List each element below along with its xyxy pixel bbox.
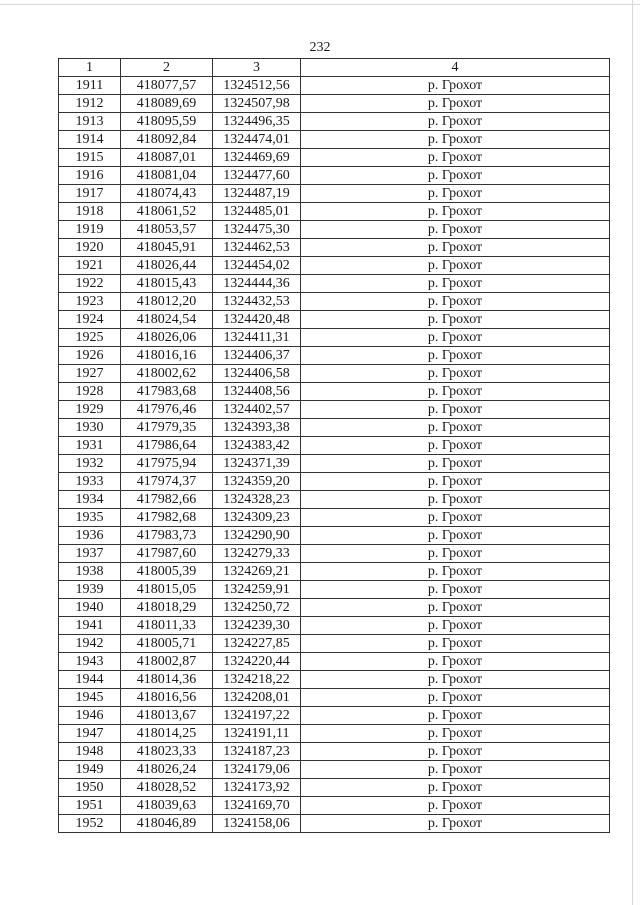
x-coordinate-cell: 418005,39 (121, 563, 213, 581)
x-coordinate-cell: 418026,06 (121, 329, 213, 347)
point-number-cell: 1930 (59, 419, 121, 437)
x-coordinate-cell: 417982,66 (121, 491, 213, 509)
y-coordinate-cell: 1324227,85 (213, 635, 301, 653)
table-row (59, 419, 610, 437)
coordinates-table (58, 58, 610, 833)
y-coordinate-cell: 1324173,92 (213, 779, 301, 797)
x-coordinate-cell: 418002,62 (121, 365, 213, 383)
y-coordinate-cell: 1324208,01 (213, 689, 301, 707)
y-coordinate-cell: 1324309,23 (213, 509, 301, 527)
feature-name-cell: р. Грохот (301, 167, 610, 185)
point-number-cell: 1949 (59, 761, 121, 779)
table-row (59, 491, 610, 509)
feature-name-cell: р. Грохот (301, 221, 610, 239)
table-row (59, 815, 610, 833)
point-number-cell: 1922 (59, 275, 121, 293)
x-coordinate-cell: 417975,94 (121, 455, 213, 473)
point-number-cell: 1933 (59, 473, 121, 491)
feature-name-cell: р. Грохот (301, 77, 610, 95)
feature-name-cell: р. Грохот (301, 545, 610, 563)
x-coordinate-cell: 417976,46 (121, 401, 213, 419)
table-row (59, 185, 610, 203)
y-coordinate-cell: 1324485,01 (213, 203, 301, 221)
y-coordinate-cell: 1324220,44 (213, 653, 301, 671)
feature-name-cell: р. Грохот (301, 815, 610, 833)
x-coordinate-cell: 418024,54 (121, 311, 213, 329)
point-number-cell: 1916 (59, 167, 121, 185)
table-row (59, 635, 610, 653)
x-coordinate-cell: 418016,56 (121, 689, 213, 707)
x-coordinate-cell: 418014,25 (121, 725, 213, 743)
point-number-cell: 1943 (59, 653, 121, 671)
x-coordinate-cell: 418095,59 (121, 113, 213, 131)
point-number-cell: 1919 (59, 221, 121, 239)
feature-name-cell: р. Грохот (301, 95, 610, 113)
y-coordinate-cell: 1324259,91 (213, 581, 301, 599)
y-coordinate-cell: 1324507,98 (213, 95, 301, 113)
feature-name-cell: р. Грохот (301, 113, 610, 131)
page-number: 232 (309, 40, 331, 55)
x-coordinate-cell: 418016,16 (121, 347, 213, 365)
y-coordinate-cell: 1324191,11 (213, 725, 301, 743)
table-row (59, 221, 610, 239)
table-row (59, 113, 610, 131)
y-coordinate-cell: 1324169,70 (213, 797, 301, 815)
x-coordinate-cell: 418053,57 (121, 221, 213, 239)
table-row (59, 509, 610, 527)
point-number-cell: 1938 (59, 563, 121, 581)
x-coordinate-cell: 418061,52 (121, 203, 213, 221)
x-coordinate-cell: 418011,33 (121, 617, 213, 635)
point-number-cell: 1951 (59, 797, 121, 815)
feature-name-cell: р. Грохот (301, 617, 610, 635)
feature-name-cell: р. Грохот (301, 491, 610, 509)
x-coordinate-cell: 417986,64 (121, 437, 213, 455)
table-row (59, 437, 610, 455)
column-header: 3 (213, 59, 301, 77)
feature-name-cell: р. Грохот (301, 383, 610, 401)
feature-name-cell: р. Грохот (301, 671, 610, 689)
y-coordinate-cell: 1324179,06 (213, 761, 301, 779)
feature-name-cell: р. Грохот (301, 509, 610, 527)
feature-name-cell: р. Грохот (301, 275, 610, 293)
x-coordinate-cell: 418045,91 (121, 239, 213, 257)
feature-name-cell: р. Грохот (301, 203, 610, 221)
y-coordinate-cell: 1324420,48 (213, 311, 301, 329)
y-coordinate-cell: 1324383,42 (213, 437, 301, 455)
x-coordinate-cell: 418015,43 (121, 275, 213, 293)
y-coordinate-cell: 1324475,30 (213, 221, 301, 239)
point-number-cell: 1920 (59, 239, 121, 257)
point-number-cell: 1939 (59, 581, 121, 599)
point-number-cell: 1923 (59, 293, 121, 311)
scan-edge-right (632, 0, 633, 905)
y-coordinate-cell: 1324218,22 (213, 671, 301, 689)
x-coordinate-cell: 418005,71 (121, 635, 213, 653)
column-header: 2 (121, 59, 213, 77)
x-coordinate-cell: 418089,69 (121, 95, 213, 113)
y-coordinate-cell: 1324197,22 (213, 707, 301, 725)
point-number-cell: 1948 (59, 743, 121, 761)
scan-edge-top (0, 4, 640, 5)
x-coordinate-cell: 418026,24 (121, 761, 213, 779)
table-row (59, 689, 610, 707)
feature-name-cell: р. Грохот (301, 329, 610, 347)
table-row (59, 779, 610, 797)
point-number-cell: 1932 (59, 455, 121, 473)
x-coordinate-cell: 417982,68 (121, 509, 213, 527)
y-coordinate-cell: 1324411,31 (213, 329, 301, 347)
x-coordinate-cell: 418028,52 (121, 779, 213, 797)
point-number-cell: 1934 (59, 491, 121, 509)
table-row (59, 329, 610, 347)
feature-name-cell: р. Грохот (301, 761, 610, 779)
point-number-cell: 1914 (59, 131, 121, 149)
y-coordinate-cell: 1324444,36 (213, 275, 301, 293)
x-coordinate-cell: 418026,44 (121, 257, 213, 275)
table-row (59, 581, 610, 599)
table-row (59, 473, 610, 491)
y-coordinate-cell: 1324477,60 (213, 167, 301, 185)
feature-name-cell: р. Грохот (301, 635, 610, 653)
point-number-cell: 1921 (59, 257, 121, 275)
feature-name-cell: р. Грохот (301, 581, 610, 599)
feature-name-cell: р. Грохот (301, 725, 610, 743)
point-number-cell: 1931 (59, 437, 121, 455)
feature-name-cell: р. Грохот (301, 149, 610, 167)
table-row (59, 761, 610, 779)
x-coordinate-cell: 417987,60 (121, 545, 213, 563)
table-row (59, 617, 610, 635)
point-number-cell: 1912 (59, 95, 121, 113)
x-coordinate-cell: 418013,67 (121, 707, 213, 725)
feature-name-cell: р. Грохот (301, 131, 610, 149)
table-row (59, 131, 610, 149)
y-coordinate-cell: 1324239,30 (213, 617, 301, 635)
y-coordinate-cell: 1324328,23 (213, 491, 301, 509)
y-coordinate-cell: 1324371,39 (213, 455, 301, 473)
table-row (59, 671, 610, 689)
table-row (59, 527, 610, 545)
feature-name-cell: р. Грохот (301, 401, 610, 419)
y-coordinate-cell: 1324469,69 (213, 149, 301, 167)
table-body (59, 77, 610, 833)
point-number-cell: 1911 (59, 77, 121, 95)
x-coordinate-cell: 417974,37 (121, 473, 213, 491)
x-coordinate-cell: 418074,43 (121, 185, 213, 203)
point-number-cell: 1926 (59, 347, 121, 365)
x-coordinate-cell: 417979,35 (121, 419, 213, 437)
feature-name-cell: р. Грохот (301, 437, 610, 455)
table-row (59, 563, 610, 581)
x-coordinate-cell: 418081,04 (121, 167, 213, 185)
y-coordinate-cell: 1324250,72 (213, 599, 301, 617)
y-coordinate-cell: 1324393,38 (213, 419, 301, 437)
feature-name-cell: р. Грохот (301, 257, 610, 275)
y-coordinate-cell: 1324187,23 (213, 743, 301, 761)
x-coordinate-cell: 418018,29 (121, 599, 213, 617)
table-row (59, 725, 610, 743)
x-coordinate-cell: 418002,87 (121, 653, 213, 671)
x-coordinate-cell: 418014,36 (121, 671, 213, 689)
table-row (59, 707, 610, 725)
table-row (59, 311, 610, 329)
point-number-cell: 1918 (59, 203, 121, 221)
table-row (59, 653, 610, 671)
feature-name-cell: р. Грохот (301, 779, 610, 797)
feature-name-cell: р. Грохот (301, 563, 610, 581)
table-row (59, 239, 610, 257)
point-number-cell: 1937 (59, 545, 121, 563)
feature-name-cell: р. Грохот (301, 455, 610, 473)
point-number-cell: 1952 (59, 815, 121, 833)
y-coordinate-cell: 1324474,01 (213, 131, 301, 149)
x-coordinate-cell: 418012,20 (121, 293, 213, 311)
x-coordinate-cell: 417983,73 (121, 527, 213, 545)
point-number-cell: 1941 (59, 617, 121, 635)
point-number-cell: 1917 (59, 185, 121, 203)
feature-name-cell: р. Грохот (301, 239, 610, 257)
table-row (59, 293, 610, 311)
column-header: 1 (59, 59, 121, 77)
y-coordinate-cell: 1324487,19 (213, 185, 301, 203)
point-number-cell: 1942 (59, 635, 121, 653)
x-coordinate-cell: 418077,57 (121, 77, 213, 95)
point-number-cell: 1944 (59, 671, 121, 689)
x-coordinate-cell: 418087,01 (121, 149, 213, 167)
x-coordinate-cell: 418023,33 (121, 743, 213, 761)
table-row (59, 275, 610, 293)
point-number-cell: 1925 (59, 329, 121, 347)
feature-name-cell: р. Грохот (301, 185, 610, 203)
point-number-cell: 1940 (59, 599, 121, 617)
table-row (59, 365, 610, 383)
y-coordinate-cell: 1324402,57 (213, 401, 301, 419)
table-row (59, 545, 610, 563)
y-coordinate-cell: 1324279,33 (213, 545, 301, 563)
point-number-cell: 1946 (59, 707, 121, 725)
x-coordinate-cell: 417983,68 (121, 383, 213, 401)
feature-name-cell: р. Грохот (301, 347, 610, 365)
point-number-cell: 1950 (59, 779, 121, 797)
feature-name-cell: р. Грохот (301, 311, 610, 329)
y-coordinate-cell: 1324462,53 (213, 239, 301, 257)
y-coordinate-cell: 1324512,56 (213, 77, 301, 95)
y-coordinate-cell: 1324290,90 (213, 527, 301, 545)
feature-name-cell: р. Грохот (301, 689, 610, 707)
table-row (59, 383, 610, 401)
y-coordinate-cell: 1324432,53 (213, 293, 301, 311)
point-number-cell: 1927 (59, 365, 121, 383)
x-coordinate-cell: 418015,05 (121, 581, 213, 599)
point-number-cell: 1936 (59, 527, 121, 545)
point-number-cell: 1924 (59, 311, 121, 329)
y-coordinate-cell: 1324269,21 (213, 563, 301, 581)
table-row (59, 797, 610, 815)
y-coordinate-cell: 1324406,37 (213, 347, 301, 365)
table-row (59, 203, 610, 221)
y-coordinate-cell: 1324359,20 (213, 473, 301, 491)
y-coordinate-cell: 1324408,56 (213, 383, 301, 401)
table-row (59, 257, 610, 275)
y-coordinate-cell: 1324158,06 (213, 815, 301, 833)
column-header: 4 (301, 59, 610, 77)
table-row (59, 149, 610, 167)
point-number-cell: 1929 (59, 401, 121, 419)
feature-name-cell: р. Грохот (301, 743, 610, 761)
feature-name-cell: р. Грохот (301, 293, 610, 311)
table-row (59, 743, 610, 761)
x-coordinate-cell: 418046,89 (121, 815, 213, 833)
table-row (59, 347, 610, 365)
table-row (59, 77, 610, 95)
point-number-cell: 1947 (59, 725, 121, 743)
point-number-cell: 1915 (59, 149, 121, 167)
feature-name-cell: р. Грохот (301, 527, 610, 545)
table-row (59, 599, 610, 617)
y-coordinate-cell: 1324406,58 (213, 365, 301, 383)
feature-name-cell: р. Грохот (301, 473, 610, 491)
table-row (59, 167, 610, 185)
table-row (59, 95, 610, 113)
point-number-cell: 1945 (59, 689, 121, 707)
feature-name-cell: р. Грохот (301, 653, 610, 671)
feature-name-cell: р. Грохот (301, 419, 610, 437)
feature-name-cell: р. Грохот (301, 599, 610, 617)
y-coordinate-cell: 1324454,02 (213, 257, 301, 275)
feature-name-cell: р. Грохот (301, 365, 610, 383)
point-number-cell: 1913 (59, 113, 121, 131)
point-number-cell: 1928 (59, 383, 121, 401)
point-number-cell: 1935 (59, 509, 121, 527)
feature-name-cell: р. Грохот (301, 797, 610, 815)
x-coordinate-cell: 418092,84 (121, 131, 213, 149)
feature-name-cell: р. Грохот (301, 707, 610, 725)
x-coordinate-cell: 418039,63 (121, 797, 213, 815)
y-coordinate-cell: 1324496,35 (213, 113, 301, 131)
table-header-row (59, 59, 610, 77)
table-row (59, 401, 610, 419)
table-row (59, 455, 610, 473)
